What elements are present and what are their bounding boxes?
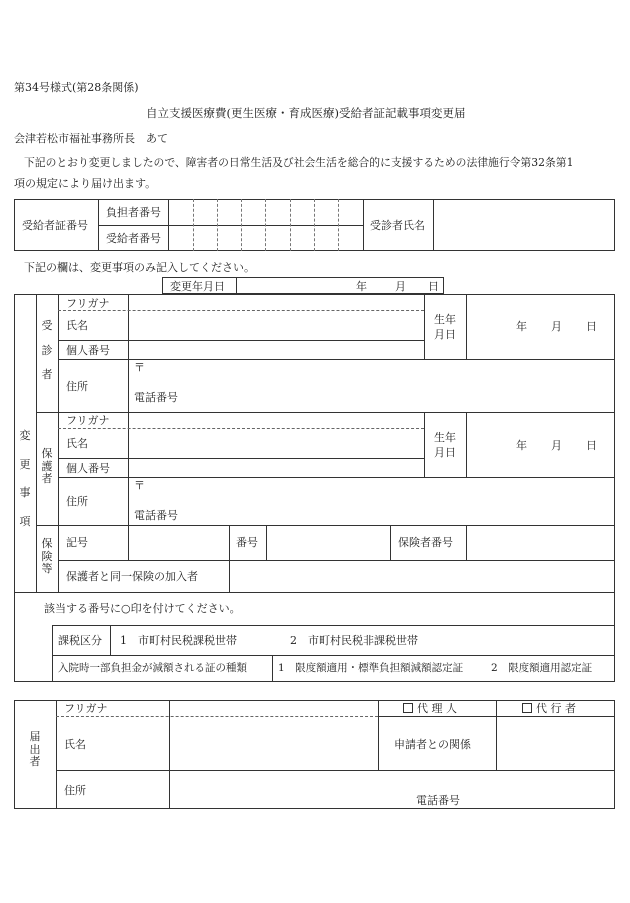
agent-checkbox[interactable] xyxy=(403,703,457,714)
same-insurance-field[interactable] xyxy=(230,561,614,591)
patient-birth-month: 月 xyxy=(551,320,562,333)
change-items-label: 変 更 事 項 xyxy=(19,429,31,528)
patient-phone-label: 電話番号 xyxy=(134,391,178,404)
guardian-birth-label-1: 生年 xyxy=(434,431,456,444)
guardian-furigana-field[interactable] xyxy=(129,413,423,427)
guardian-personal-number-field[interactable] xyxy=(129,459,423,476)
recipient-number-label: 受給者番号 xyxy=(106,232,161,245)
patient-birth-year: 年 xyxy=(516,320,527,333)
tax-option-1[interactable]: 1 市町村民税課税世帯 xyxy=(120,634,237,647)
guardian-furigana-label: フリガナ xyxy=(66,414,110,427)
hospital-option-2[interactable]: 2 限度額適用認定証 xyxy=(491,662,593,674)
proxy-checkbox-icon xyxy=(522,703,532,713)
change-date-day: 日 xyxy=(428,280,439,293)
burden-number-label: 負担者番号 xyxy=(106,206,161,219)
patient-address-label: 住所 xyxy=(66,380,88,393)
guardian-name-field[interactable] xyxy=(129,429,423,457)
intro-line-2: 項の規定により届け出ます。 xyxy=(14,177,157,190)
guardian-postal-mark: 〒 xyxy=(134,479,145,492)
intro-line-1: 下記のとおり変更しましたので、障害者の日常生活及び社会生活を総合的に支援するための法律施行令第32条第1 xyxy=(24,156,574,169)
guardian-birth-year: 年 xyxy=(516,439,527,452)
proxy-checkbox[interactable] xyxy=(522,703,576,714)
insurance-number-field[interactable] xyxy=(267,526,389,559)
form-number: 第34号様式(第28条関係) xyxy=(14,81,139,94)
patient-section-label: 受 診 者 xyxy=(41,319,53,382)
patient-postal-mark: 〒 xyxy=(134,361,145,374)
same-insurance-label: 保護者と同一保険の加入者 xyxy=(66,570,198,583)
relation-field[interactable] xyxy=(497,717,614,769)
insurance-symbol-field[interactable] xyxy=(129,526,228,559)
guardian-birth-label-2: 月日 xyxy=(434,446,456,459)
change-date-label: 変更年月日 xyxy=(170,280,225,293)
notifier-furigana-label: フリガナ xyxy=(64,702,108,715)
patient-name-field[interactable] xyxy=(434,200,614,250)
insurance-section-label: 保 険 等 xyxy=(41,537,53,576)
guardian-address-label: 住所 xyxy=(66,495,88,508)
hospital-option-1[interactable]: 1 限度額適用・標準負担額減額認定証 xyxy=(278,662,464,674)
tax-label: 課税区分 xyxy=(58,634,102,647)
patient-name-label-2: 氏名 xyxy=(66,319,88,332)
patient-birth-day: 日 xyxy=(586,320,597,333)
change-date-year: 年 xyxy=(356,280,367,293)
patient-personal-number-field[interactable] xyxy=(129,341,423,358)
patient-personal-number-label: 個人番号 xyxy=(66,344,110,357)
note-text: 下記の欄は、変更事項のみ記入してください。 xyxy=(24,261,255,274)
relation-label: 申請者との関係 xyxy=(394,738,471,751)
notifier-section-label: 届 出 者 xyxy=(29,730,41,769)
patient-name-field[interactable] xyxy=(129,311,423,339)
proxy-label: 代 行 者 xyxy=(536,702,576,715)
notifier-phone-label: 電話番号 xyxy=(416,794,460,807)
change-date-month: 月 xyxy=(395,280,406,293)
addressee: 会津若松市福祉事務所長 あて xyxy=(14,132,168,145)
insurance-symbol-label: 記号 xyxy=(66,536,88,549)
applicable-instruction: 該当する番号に○印を付けてください。 xyxy=(44,602,241,615)
guardian-address-field[interactable] xyxy=(150,478,614,524)
patient-birth-label-2: 月日 xyxy=(434,328,456,341)
guardian-phone-label: 電話番号 xyxy=(134,509,178,522)
guardian-birth-month: 月 xyxy=(551,439,562,452)
hospital-cert-label: 入院時一部負担金が減額される証の種類 xyxy=(58,662,247,674)
patient-furigana-field[interactable] xyxy=(129,295,423,309)
guardian-birth-day: 日 xyxy=(586,439,597,452)
cert-number-label: 受給者証番号 xyxy=(22,219,88,232)
agent-checkbox-icon xyxy=(403,703,413,713)
notifier-address-field[interactable] xyxy=(170,771,614,808)
change-date-field[interactable] xyxy=(237,278,443,293)
notifier-name-field[interactable] xyxy=(170,717,377,769)
guardian-name-label: 氏名 xyxy=(66,437,88,450)
patient-name-label: 受診者氏名 xyxy=(370,219,425,232)
agent-label: 代 理 人 xyxy=(417,702,457,715)
insurer-number-label: 保険者番号 xyxy=(398,536,453,549)
insurance-number-label: 番号 xyxy=(236,536,258,549)
patient-furigana-label: フリガナ xyxy=(66,297,110,310)
tax-option-2[interactable]: 2 市町村民税非課税世帯 xyxy=(290,634,418,647)
patient-address-field[interactable] xyxy=(150,360,614,411)
notifier-furigana-field[interactable] xyxy=(170,701,377,715)
notifier-name-label: 氏名 xyxy=(64,738,86,751)
insurer-number-field[interactable] xyxy=(467,526,614,559)
guardian-section-label: 保 護 者 xyxy=(41,447,53,486)
guardian-personal-number-label: 個人番号 xyxy=(66,462,110,475)
notifier-address-label: 住所 xyxy=(64,784,86,797)
form-title: 自立支援医療費(更生医療・育成医療)受給者証記載事項変更届 xyxy=(146,106,466,120)
patient-birth-label-1: 生年 xyxy=(434,313,456,326)
